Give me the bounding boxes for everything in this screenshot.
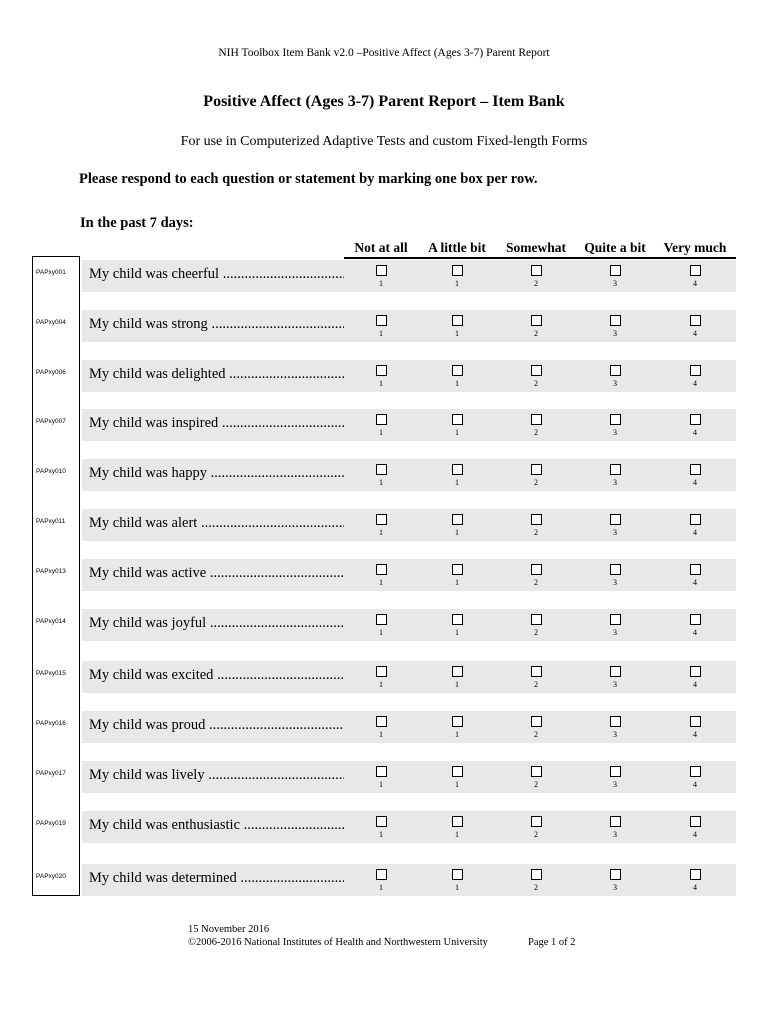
column-header-a-little-bit: A little bit [428,240,486,255]
response-checkbox[interactable] [452,816,463,827]
response-checkbox[interactable] [690,816,701,827]
response-option[interactable] [675,265,715,288]
response-checkbox[interactable] [452,716,463,727]
item-text: My child was joyful ..... [89,615,344,632]
response-checkbox[interactable] [452,564,463,575]
response-option[interactable] [437,869,477,892]
response-value: 4 [693,528,697,537]
response-value: 2 [534,279,538,288]
response-option[interactable] [675,716,715,739]
response-value: 3 [613,379,617,388]
response-value: 3 [613,428,617,437]
item-id: PAPxy007 [36,418,66,425]
response-option[interactable] [437,464,477,487]
response-value: 2 [534,578,538,587]
response-option[interactable] [675,766,715,789]
response-option[interactable] [595,716,635,739]
response-value: 1 [379,279,383,288]
item-text: My child was enthusiastic ..... [89,817,344,834]
response-checkbox[interactable] [452,666,463,677]
response-option[interactable] [516,869,556,892]
item-text: My child was strong ..... [89,316,344,333]
response-value: 1 [455,329,459,338]
response-checkbox[interactable] [531,716,542,727]
response-checkbox[interactable] [690,564,701,575]
response-checkbox[interactable] [690,265,701,276]
response-option[interactable] [437,414,477,437]
item-text: My child was determined ..... [89,870,344,887]
response-value: 1 [455,628,459,637]
response-checkbox[interactable] [376,265,387,276]
response-option[interactable] [361,716,401,739]
response-value: 4 [693,478,697,487]
response-checkbox[interactable] [610,869,621,880]
item-id: PAPxy016 [36,720,66,727]
response-value: 1 [379,528,383,537]
response-checkbox[interactable] [690,716,701,727]
response-value: 1 [379,578,383,587]
response-checkbox[interactable] [690,315,701,326]
response-checkbox[interactable] [610,666,621,677]
response-option[interactable] [361,514,401,537]
item-id: PAPxy013 [36,568,66,575]
response-option[interactable] [437,816,477,839]
response-option[interactable] [437,564,477,587]
response-value: 1 [379,628,383,637]
item-id: PAPxy001 [36,269,66,276]
response-value: 4 [693,428,697,437]
item-text: My child was cheerful ..... [89,266,344,283]
footer-page-number: Page 1 of 2 [528,937,576,948]
response-checkbox[interactable] [610,365,621,376]
response-option[interactable] [595,464,635,487]
response-value: 1 [455,883,459,892]
item-row [36,711,736,743]
item-id: PAPxy011 [36,518,66,525]
response-option[interactable] [516,614,556,637]
item-row [36,260,736,292]
response-option[interactable] [675,315,715,338]
response-value: 3 [613,830,617,839]
response-option[interactable] [595,816,635,839]
column-header-quite-a-bit: Quite a bit [584,240,646,255]
response-option[interactable] [675,464,715,487]
response-checkbox[interactable] [531,365,542,376]
response-checkbox[interactable] [376,766,387,777]
response-value: 1 [455,780,459,789]
response-checkbox[interactable] [531,265,542,276]
response-checkbox[interactable] [531,414,542,425]
response-option[interactable] [437,666,477,689]
response-checkbox[interactable] [376,564,387,575]
response-checkbox[interactable] [610,614,621,625]
item-text: My child was happy ..... [89,465,344,482]
response-checkbox[interactable] [531,766,542,777]
response-value: 4 [693,578,697,587]
item-row [36,509,736,541]
response-value: 1 [455,578,459,587]
response-value: 4 [693,780,697,789]
response-option[interactable] [595,614,635,637]
response-option[interactable] [675,614,715,637]
response-option[interactable] [361,564,401,587]
response-checkbox[interactable] [690,414,701,425]
response-checkbox[interactable] [690,614,701,625]
response-option[interactable] [361,766,401,789]
response-option[interactable] [361,816,401,839]
response-value: 2 [534,428,538,437]
response-option[interactable] [675,816,715,839]
response-checkbox[interactable] [376,464,387,475]
item-row [36,310,736,342]
response-value: 3 [613,528,617,537]
response-checkbox[interactable] [690,464,701,475]
response-option[interactable] [675,869,715,892]
response-option[interactable] [516,816,556,839]
response-value: 4 [693,883,697,892]
response-value: 4 [693,730,697,739]
item-row [36,761,736,793]
response-option[interactable] [516,365,556,388]
response-value: 1 [455,830,459,839]
footer-date: 15 November 2016 [188,924,270,935]
response-option[interactable] [361,315,401,338]
response-checkbox[interactable] [376,414,387,425]
column-header-not-at-all: Not at all [354,240,408,255]
response-option[interactable] [595,766,635,789]
response-checkbox[interactable] [452,614,463,625]
response-checkbox[interactable] [531,816,542,827]
response-value: 2 [534,883,538,892]
response-value: 3 [613,628,617,637]
item-id: PAPxy017 [36,770,66,777]
response-option[interactable] [361,666,401,689]
response-checkbox[interactable] [376,365,387,376]
response-option[interactable] [516,464,556,487]
item-id: PAPxy006 [36,369,66,376]
response-value: 1 [379,830,383,839]
response-option[interactable] [437,716,477,739]
item-text: My child was delighted ..... [89,366,344,383]
response-option[interactable] [595,365,635,388]
response-checkbox[interactable] [690,514,701,525]
item-text: My child was proud ..... [89,717,344,734]
response-option[interactable] [361,365,401,388]
response-value: 1 [379,883,383,892]
response-checkbox[interactable] [690,666,701,677]
item-row [36,609,736,641]
response-checkbox[interactable] [452,514,463,525]
response-checkbox[interactable] [452,414,463,425]
item-text: My child was lively ..... [89,767,344,784]
response-checkbox[interactable] [610,265,621,276]
response-checkbox[interactable] [376,614,387,625]
response-value: 2 [534,830,538,839]
response-option[interactable] [675,414,715,437]
response-value: 1 [455,528,459,537]
timeframe-label: In the past 7 days: [80,215,194,231]
response-option[interactable] [361,464,401,487]
response-value: 2 [534,329,538,338]
response-value: 1 [379,680,383,689]
response-option[interactable] [595,869,635,892]
response-value: 4 [693,379,697,388]
column-header-somewhat: Somewhat [506,240,566,255]
item-row [36,811,736,843]
response-value: 1 [379,730,383,739]
response-value: 3 [613,780,617,789]
item-text: My child was active ..... [89,565,344,582]
response-value: 4 [693,329,697,338]
response-checkbox[interactable] [610,464,621,475]
item-row [36,661,736,693]
response-checkbox[interactable] [452,869,463,880]
response-checkbox[interactable] [610,716,621,727]
running-header: NIH Toolbox Item Bank v2.0 –Positive Affect (Ages 3-7) Parent Report [218,47,550,59]
instructions: Please respond to each question or statement by marking one box per row. [79,171,538,187]
item-id: PAPxy010 [36,468,66,475]
response-value: 1 [455,379,459,388]
item-row [36,360,736,392]
response-option[interactable] [595,564,635,587]
response-checkbox[interactable] [531,464,542,475]
response-checkbox[interactable] [531,514,542,525]
response-value: 1 [455,730,459,739]
item-row [36,459,736,491]
subtitle: For use in Computerized Adaptive Tests and custom Fixed-length Forms [180,134,588,149]
response-checkbox[interactable] [531,315,542,326]
response-checkbox[interactable] [531,869,542,880]
response-value: 1 [455,279,459,288]
response-checkbox[interactable] [376,315,387,326]
response-value: 2 [534,528,538,537]
response-value: 2 [534,478,538,487]
response-value: 1 [379,478,383,487]
response-option[interactable] [437,766,477,789]
response-value: 3 [613,279,617,288]
response-value: 2 [534,680,538,689]
item-text: My child was excited ..... [89,667,344,684]
item-row [36,864,736,896]
response-checkbox[interactable] [690,365,701,376]
response-checkbox[interactable] [531,614,542,625]
response-option[interactable] [516,514,556,537]
response-value: 1 [379,428,383,437]
response-checkbox[interactable] [531,666,542,677]
response-checkbox[interactable] [376,716,387,727]
response-checkbox[interactable] [690,766,701,777]
response-checkbox[interactable] [610,816,621,827]
response-checkbox[interactable] [452,766,463,777]
item-id: PAPxy004 [36,319,66,326]
response-checkbox[interactable] [610,414,621,425]
response-checkbox[interactable] [690,869,701,880]
response-option[interactable] [361,265,401,288]
response-value: 1 [379,329,383,338]
response-option[interactable] [437,614,477,637]
item-row [36,559,736,591]
response-option[interactable] [437,365,477,388]
response-checkbox[interactable] [376,869,387,880]
response-option[interactable] [516,716,556,739]
item-text: My child was inspired ..... [89,415,344,432]
response-option[interactable] [595,315,635,338]
response-value: 2 [534,628,538,637]
response-option[interactable] [516,265,556,288]
response-checkbox[interactable] [610,315,621,326]
response-value: 2 [534,379,538,388]
footer-copyright: ©2006-2016 National Institutes of Health and Northwestern University [188,937,488,948]
response-option[interactable] [675,365,715,388]
response-option[interactable] [437,315,477,338]
response-value: 1 [455,428,459,437]
item-id: PAPxy020 [36,873,66,880]
response-checkbox[interactable] [452,265,463,276]
response-checkbox[interactable] [610,514,621,525]
item-id: PAPxy015 [36,670,66,677]
response-option[interactable] [437,265,477,288]
response-option[interactable] [361,869,401,892]
response-checkbox[interactable] [452,464,463,475]
response-option[interactable] [675,564,715,587]
response-option[interactable] [516,766,556,789]
response-value: 4 [693,628,697,637]
response-option[interactable] [516,414,556,437]
response-option[interactable] [516,315,556,338]
response-option[interactable] [675,666,715,689]
response-option[interactable] [675,514,715,537]
response-value: 3 [613,478,617,487]
response-value: 3 [613,883,617,892]
response-value: 3 [613,329,617,338]
response-checkbox[interactable] [452,365,463,376]
response-value: 1 [379,379,383,388]
response-option[interactable] [361,614,401,637]
response-value: 1 [455,680,459,689]
response-value: 4 [693,279,697,288]
column-header-very-much: Very much [663,240,727,255]
response-value: 4 [693,830,697,839]
response-value: 1 [379,780,383,789]
response-option[interactable] [516,666,556,689]
response-option[interactable] [437,514,477,537]
response-option[interactable] [361,414,401,437]
response-value: 3 [613,680,617,689]
response-checkbox[interactable] [376,816,387,827]
response-value: 4 [693,680,697,689]
response-value: 3 [613,578,617,587]
response-checkbox[interactable] [376,514,387,525]
response-option[interactable] [516,564,556,587]
response-option[interactable] [595,666,635,689]
response-checkbox[interactable] [376,666,387,677]
item-id: PAPxy019 [36,820,66,827]
response-option[interactable] [595,514,635,537]
response-value: 2 [534,780,538,789]
item-row [36,409,736,441]
response-checkbox[interactable] [610,564,621,575]
response-value: 3 [613,730,617,739]
response-checkbox[interactable] [610,766,621,777]
response-value: 1 [455,478,459,487]
response-option[interactable] [595,265,635,288]
page-title: Positive Affect (Ages 3-7) Parent Report – Item Bank [203,93,565,110]
response-value: 2 [534,730,538,739]
response-checkbox[interactable] [531,564,542,575]
response-option[interactable] [595,414,635,437]
item-text: My child was alert ..... [89,515,344,532]
item-id: PAPxy014 [36,618,66,625]
response-checkbox[interactable] [452,315,463,326]
